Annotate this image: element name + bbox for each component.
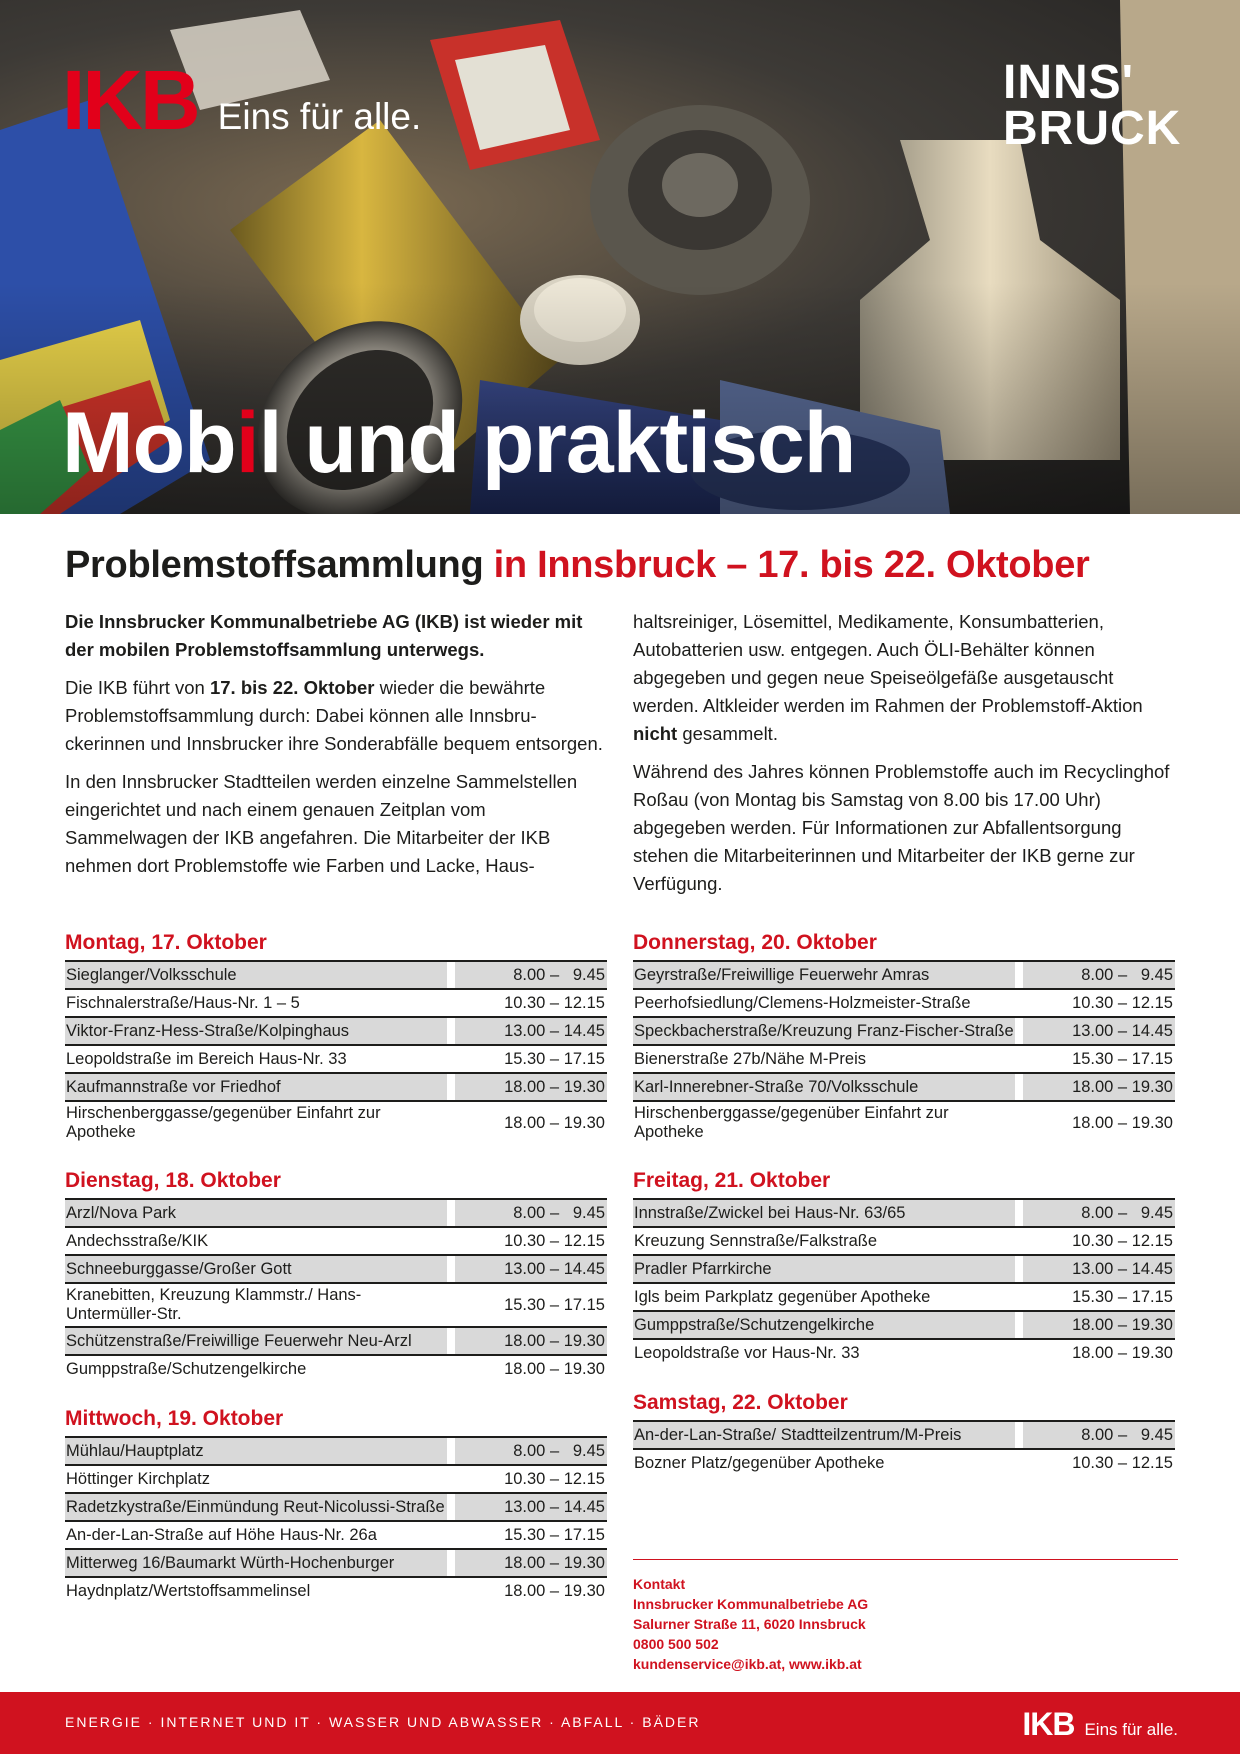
ikb-logo-claim: Eins für alle.: [217, 96, 422, 137]
collection-location: Fischnalerstraße/Haus-Nr. 1 – 5: [66, 993, 300, 1012]
collection-time: 13.00 – 14.45: [455, 1494, 607, 1520]
contact-phone: 0800 500 502: [633, 1636, 719, 1652]
collection-time: 15.30 – 17.15: [1072, 1049, 1173, 1068]
footer-logo-mark: IKB: [1022, 1706, 1075, 1742]
collection-time: 18.00 – 19.30: [455, 1328, 607, 1354]
table-row: [633, 1072, 1175, 1100]
ikb-logo-mark: IKB: [62, 53, 198, 147]
table-row: [65, 1464, 607, 1492]
footer-service-tags: ENERGIE · INTERNET UND IT · WASSER UND ABWASSER · ABFALL · BÄDER: [65, 1714, 701, 1730]
collection-time: 13.00 – 14.45: [1023, 1018, 1175, 1044]
collection-location: Kreuzung Sennstraße/Falkstraße: [634, 1231, 878, 1250]
intro-paragraph-2: In den Innsbrucker Stadtteilen werden einzelne Sammelstellen eingerichtet und nach einem genauen Zeitplan vom Sammelwagen der IKB angefahren. Die Mitarbeiter der IKB nehmen dort Problemstoffe wie Farben und Lacke, Haus-: [65, 771, 578, 876]
collection-time: 8.00 – 9.45: [455, 962, 607, 988]
collection-time: 10.30 – 12.15: [504, 1231, 605, 1250]
collection-location: Kaufmannstraße vor Friedhof: [65, 1074, 447, 1100]
collection-location: Hirschenberggasse/gegenüber Einfahrt zur Apotheke: [66, 1104, 381, 1141]
collection-location: Leopoldstraße vor Haus-Nr. 33: [634, 1343, 860, 1362]
table-row: [65, 1072, 607, 1100]
collection-time: 10.30 – 12.15: [1072, 993, 1173, 1012]
table-row: [65, 960, 607, 988]
innsbruck-logo-line2: BRUCK: [1003, 102, 1182, 155]
day-title: Samstag, 22. Oktober: [633, 1391, 848, 1414]
schedule-left-column: [65, 930, 607, 1628]
day-block: [65, 1168, 607, 1382]
collection-time: 18.00 – 19.30: [1023, 1074, 1175, 1100]
collection-location: Kranebitten, Kreuzung Klammstr./ Hans-Untermüller-Str.: [66, 1286, 362, 1323]
collection-location: Haydnplatz/Wertstoffsammelinsel: [66, 1581, 311, 1600]
collection-location: An-der-Lan-Straße auf Höhe Haus-Nr. 26a: [66, 1525, 377, 1544]
collection-location: Hirschenberggasse/gegenüber Einfahrt zur Apotheke: [634, 1104, 949, 1141]
table-row: [633, 1016, 1175, 1044]
collection-location: Schützenstraße/Freiwillige Feuerwehr Neu-Arzl: [65, 1328, 447, 1354]
table-row: [65, 1520, 607, 1548]
collection-time: 18.00 – 19.30: [1072, 1343, 1173, 1362]
collection-location: Pradler Pfarrkirche: [633, 1256, 1015, 1282]
schedule-right-column: [633, 930, 1175, 1500]
table-row: [65, 1226, 607, 1254]
innsbruck-logo-line1: INNS': [1003, 56, 1135, 109]
collection-location: Mühlau/Hauptplatz: [65, 1438, 447, 1464]
day-title: Dienstag, 18. Oktober: [65, 1169, 281, 1192]
table-row: [65, 1492, 607, 1520]
footer-ikb-logo: [1022, 1706, 1178, 1743]
table-row: [633, 1420, 1175, 1448]
collection-time: 13.00 – 14.45: [1023, 1256, 1175, 1282]
collection-location: An-der-Lan-Straße/ Stadtteilzentrum/M-Preis: [633, 1422, 1015, 1448]
contact-company: Innsbrucker Kommunalbetriebe AG: [633, 1596, 869, 1612]
table-row: [65, 1016, 607, 1044]
collection-location: Viktor-Franz-Hess-Straße/Kolpinghaus: [65, 1018, 447, 1044]
table-row: [65, 1354, 607, 1382]
footer-bar: [0, 1692, 1240, 1754]
collection-location: Peerhofsiedlung/Clemens-Holzmeister-Straße: [634, 993, 971, 1012]
day-block: [65, 930, 607, 1144]
collection-time: 15.30 – 17.15: [504, 1295, 605, 1314]
collection-location: Arzl/Nova Park: [65, 1200, 447, 1226]
collection-location: Andechsstraße/KIK: [66, 1231, 209, 1250]
collection-location: Karl-Innerebner-Straße 70/Volksschule: [633, 1074, 1015, 1100]
day-block: [633, 930, 1175, 1144]
table-row: [633, 1100, 1175, 1144]
collection-time: 13.00 – 14.45: [455, 1018, 607, 1044]
collection-time: 15.30 – 17.15: [504, 1049, 605, 1068]
collection-time: 13.00 – 14.45: [455, 1256, 607, 1282]
table-row: [65, 1326, 607, 1354]
table-row: [65, 1576, 607, 1604]
collection-time: 10.30 – 12.15: [1072, 1453, 1173, 1472]
collection-location: Radetzkystraße/Einmündung Reut-Nicolussi-Straße: [65, 1494, 447, 1520]
collection-time: 8.00 – 9.45: [1023, 962, 1175, 988]
day-title: Mittwoch, 19. Oktober: [65, 1407, 284, 1430]
intro-paragraph-3: haltsreiniger, Lösemittel, Medikamente, Konsumbatterien, Autobatterien usw. entgegen. Auch ÖLI-Behälter können abgegeben und gegen neue Speiseölgefäße ausgetauscht werden. Altkleider werden im Rahmen der Problemstoff-Aktion nicht gesammelt.: [633, 611, 1143, 744]
table-row: [633, 1310, 1175, 1338]
collection-location: Schneeburggasse/Großer Gott: [65, 1256, 447, 1282]
collection-location: Bozner Platz/gegenüber Apotheke: [634, 1453, 885, 1472]
table-row: [633, 988, 1175, 1016]
collection-location: Geyrstraße/Freiwillige Feuerwehr Amras: [633, 962, 1015, 988]
collection-time: 10.30 – 12.15: [504, 993, 605, 1012]
table-row: [633, 1448, 1175, 1476]
table-row: [633, 1044, 1175, 1072]
table-row: [633, 1338, 1175, 1366]
collection-location: Bienerstraße 27b/Nähe M-Preis: [634, 1049, 867, 1068]
collection-location: Sieglanger/Volksschule: [65, 962, 447, 988]
table-row: [633, 1198, 1175, 1226]
hero-image: [0, 0, 1240, 514]
collection-location: Innstraße/Zwickel bei Haus-Nr. 63/65: [633, 1200, 1015, 1226]
collection-time: 18.00 – 19.30: [455, 1550, 607, 1576]
footer-logo-claim: Eins für alle.: [1084, 1720, 1178, 1739]
day-title: Freitag, 21. Oktober: [633, 1169, 831, 1192]
table-row: [65, 988, 607, 1016]
day-block: [633, 1390, 1175, 1476]
contact-block: [633, 1559, 1178, 1674]
table-row: [65, 1198, 607, 1226]
collection-time: 8.00 – 9.45: [1023, 1200, 1175, 1226]
collection-time: 18.00 – 19.30: [504, 1359, 605, 1378]
collection-time: 18.00 – 19.30: [504, 1113, 605, 1132]
collection-location: Gumppstraße/Schutzengelkirche: [66, 1359, 307, 1378]
intro-right-column: [633, 608, 1178, 908]
table-row: [65, 1282, 607, 1326]
collection-time: 18.00 – 19.30: [1072, 1113, 1173, 1132]
collection-time: 8.00 – 9.45: [455, 1200, 607, 1226]
table-row: [633, 1254, 1175, 1282]
page-headline: Problemstoffsammlung in Innsbruck – 17. bis 22. Oktober: [65, 544, 1090, 586]
collection-time: 10.30 – 12.15: [1072, 1231, 1173, 1250]
collection-location: Leopoldstraße im Bereich Haus-Nr. 33: [66, 1049, 347, 1068]
intro-paragraph-1: Die IKB führt von 17. bis 22. Oktober wieder die bewährte Problemstoffsammlung durch: Dabei können alle Innsbruckerinnen und Innsbrucker ihre Sonderabfälle bequem entsorgen.: [65, 677, 603, 754]
collection-location: Gumppstraße/Schutzengelkirche: [633, 1312, 1015, 1338]
hero-title: Mobil und praktisch: [62, 395, 856, 491]
table-row: [633, 1282, 1175, 1310]
collection-time: 10.30 – 12.15: [504, 1469, 605, 1488]
contact-label: Kontakt: [633, 1576, 686, 1592]
table-row: [65, 1548, 607, 1576]
innsbruck-logo: [1003, 56, 1182, 155]
intro-lead: Die Innsbrucker Kommunalbetriebe AG (IKB) ist wieder mit der mobilen Problemstoffsammlung unterwegs.: [65, 611, 583, 660]
day-block: [633, 1168, 1175, 1366]
collection-time: 18.00 – 19.30: [455, 1074, 607, 1100]
collection-location: Speckbacherstraße/Kreuzung Franz-Fischer-Straße: [633, 1018, 1015, 1044]
collection-location: Mitterweg 16/Baumarkt Würth-Hochenburger: [65, 1550, 447, 1576]
table-row: [633, 960, 1175, 988]
table-row: [65, 1436, 607, 1464]
collection-time: 15.30 – 17.15: [1072, 1287, 1173, 1306]
day-title: Donnerstag, 20. Oktober: [633, 931, 877, 954]
intro-left-column: [65, 608, 605, 890]
collection-time: 18.00 – 19.30: [1023, 1312, 1175, 1338]
ikb-logo: [62, 53, 422, 147]
collection-time: 8.00 – 9.45: [1023, 1422, 1175, 1448]
collection-location: Igls beim Parkplatz gegenüber Apotheke: [634, 1287, 931, 1306]
collection-time: 15.30 – 17.15: [504, 1525, 605, 1544]
collection-time: 8.00 – 9.45: [455, 1438, 607, 1464]
table-row: [65, 1254, 607, 1282]
collection-location: Höttinger Kirchplatz: [66, 1469, 210, 1488]
contact-web: kundenservice@ikb.at, www.ikb.at: [633, 1656, 862, 1672]
day-block: [65, 1406, 607, 1604]
contact-address: Salurner Straße 11, 6020 Innsbruck: [633, 1616, 866, 1632]
table-row: [633, 1226, 1175, 1254]
intro-paragraph-4: Während des Jahres können Problemstoffe auch im Recyclinghof Roßau (von Montag bis Samstag von 8.00 bis 17.00 Uhr) abgegeben werden. Für Informationen zur Abfallentsorgung stehen die Mitarbeiterinnen und Mitarbeiter der IKB gerne zur Verfügung.: [633, 761, 1170, 894]
table-row: [65, 1044, 607, 1072]
table-row: [65, 1100, 607, 1144]
collection-time: 18.00 – 19.30: [504, 1581, 605, 1600]
day-title: Montag, 17. Oktober: [65, 931, 267, 954]
